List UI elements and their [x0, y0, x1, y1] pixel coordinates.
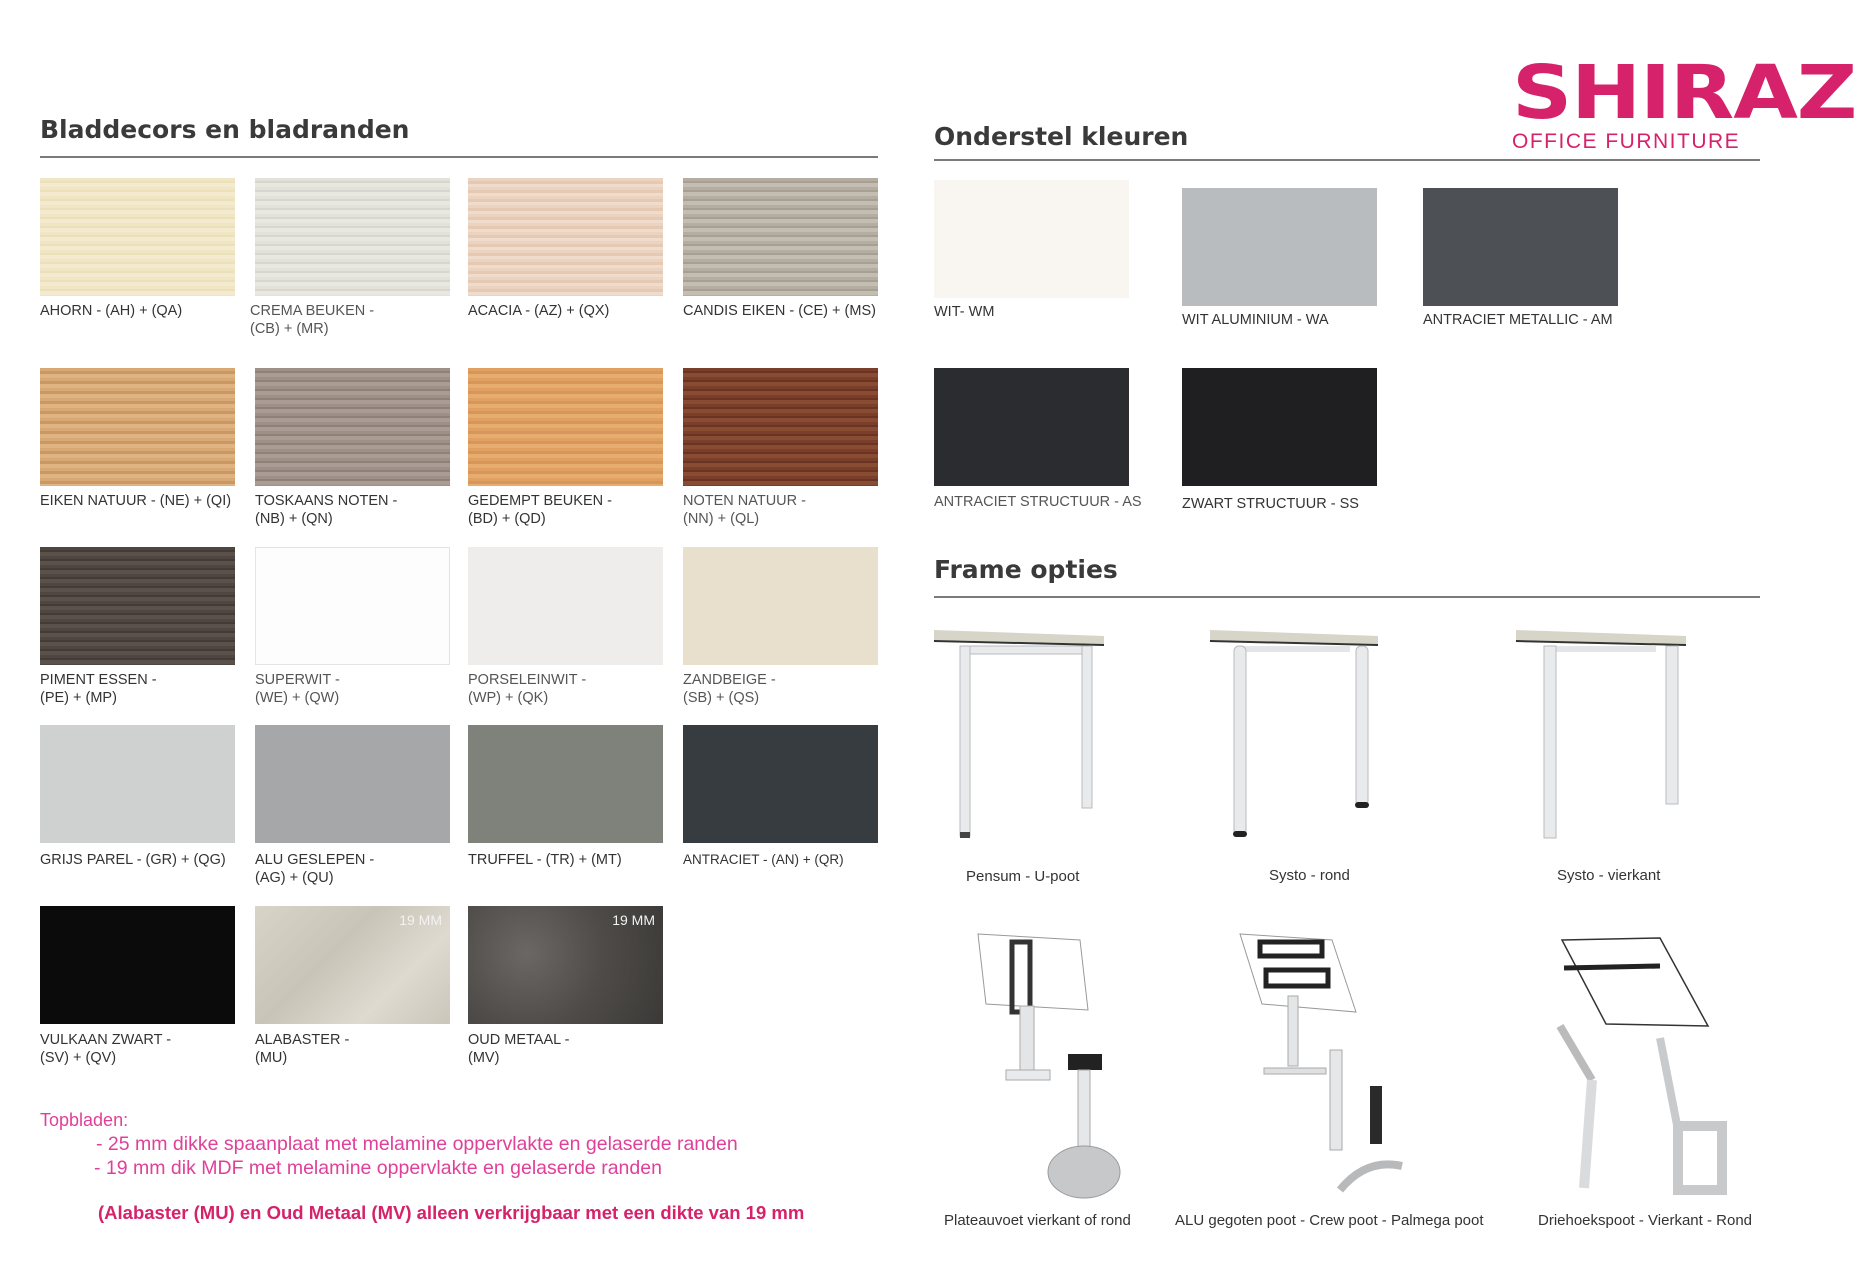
swatch-crema-beuken [255, 178, 450, 296]
frame-caption: Driehoekspoot - Vierkant - Rond [1538, 1212, 1752, 1229]
swatch-label-antraciet-structuur: ANTRACIET STRUCTUUR - AS [934, 494, 1142, 510]
frame-systo-rond-image [1210, 626, 1390, 844]
swatch-label-gedempt-beuken: GEDEMPT BEUKEN - (BD) + (QD) [468, 493, 612, 527]
swatch-label-toskaans-noten: TOSKAANS NOTEN - (NB) + (QN) [255, 493, 398, 527]
swatch-wit [934, 180, 1129, 298]
swatch-label-eiken-natuur: EIKEN NATUUR - (NE) + (QI) [40, 493, 232, 509]
swatch-label-antraciet: ANTRACIET - (AN) + (QR) [683, 852, 844, 867]
frame-driehoekspoot-image [1548, 930, 1734, 1200]
swatch-oud-metaal [468, 906, 663, 1024]
swatch-label-wit: WIT- WM [934, 304, 995, 320]
swatch-antraciet [683, 725, 878, 843]
swatch-label-porseleinwit: PORSELEINWIT - (WP) + (QK) [468, 672, 587, 706]
frame-systo-vierkant-image [1516, 626, 1696, 844]
swatch-candis-eiken [683, 178, 878, 296]
swatch-label-zwart-structuur: ZWART STRUCTUUR - SS [1182, 496, 1359, 512]
swatch-label-oud-metaal: OUD METAAL - (MV) [468, 1032, 570, 1066]
swatch-label-alu-geslepen: ALU GESLEPEN - (AG) + (QU) [255, 852, 375, 886]
swatch-label-vulkaan-zwart: VULKAAN ZWART - (SV) + (QV) [40, 1032, 172, 1066]
swatch-grijs-parel [40, 725, 235, 843]
swatch-label-piment-essen: PIMENT ESSEN - (PE) + (MP) [40, 672, 157, 706]
brand-logo [1512, 50, 1856, 154]
swatch-label-ahorn: AHORN - (AH) + (QA) [40, 303, 183, 319]
swatch-label-alabaster: ALABASTER - (MU) [255, 1032, 350, 1066]
section-divider [40, 156, 878, 158]
swatch-piment-essen [40, 547, 235, 665]
section-title-frame: Frame opties [934, 555, 1118, 584]
notes-title: Topbladen: [40, 1110, 129, 1130]
swatch-zandbeige [683, 547, 878, 665]
swatch-toskaans-noten [255, 368, 450, 486]
swatch-label-noten-natuur: NOTEN NATUUR - (NN) + (QL) [683, 493, 806, 527]
thickness-tag: 19 MM [399, 912, 442, 928]
swatch-porseleinwit [468, 547, 663, 665]
swatch-acacia [468, 178, 663, 296]
frame-caption: Pensum - U-poot [966, 868, 1080, 885]
topbladen-notes [40, 1108, 804, 1224]
swatch-gedempt-beuken [468, 368, 663, 486]
frame-pensum-u-poot-image [934, 626, 1120, 848]
section-divider [934, 596, 1760, 598]
thickness-tag: 19 MM [612, 912, 655, 928]
swatch-alu-geslepen [255, 725, 450, 843]
swatch-label-crema-beuken: CREMA BEUKEN - (CB) + (MR) [250, 303, 375, 337]
swatch-alabaster [255, 906, 450, 1024]
brand-name: SHIRAZ [1512, 50, 1856, 136]
section-divider [934, 159, 1760, 161]
swatch-label-wit-aluminium: WIT ALUMINIUM - WA [1182, 312, 1329, 328]
swatch-antraciet-metallic [1423, 188, 1618, 306]
notes-highlight: (Alabaster (MU) en Oud Metaal (MV) alleen verkrijgbaar met een dikte van 19 mm [98, 1202, 805, 1223]
swatch-label-superwit: SUPERWIT - (WE) + (QW) [255, 672, 340, 706]
swatch-superwit [255, 547, 450, 665]
swatch-label-antraciet-metallic: ANTRACIET METALLIC - AM [1423, 312, 1613, 328]
swatch-wit-aluminium [1182, 188, 1377, 306]
swatch-label-acacia: ACACIA - (AZ) + (QX) [468, 303, 610, 319]
frame-alu-gegoten-image [1236, 930, 1406, 1200]
section-title-onderstel: Onderstel kleuren [934, 122, 1189, 151]
section-title-bladdecors: Bladdecors en bladranden [40, 115, 410, 144]
frame-caption: Systo - vierkant [1557, 867, 1661, 884]
notes-line: - 25 mm dikke spaanplaat met melamine oppervlakte en gelaserde randen [96, 1133, 738, 1155]
swatch-antraciet-structuur [934, 368, 1129, 486]
frame-plateauvoet-image [962, 930, 1142, 1220]
swatch-label-zandbeige: ZANDBEIGE - (SB) + (QS) [683, 672, 776, 706]
swatch-truffel [468, 725, 663, 843]
swatch-label-candis-eiken: CANDIS EIKEN - (CE) + (MS) [683, 303, 876, 319]
notes-line: - 19 mm dik MDF met melamine oppervlakte en gelaserde randen [94, 1157, 662, 1179]
swatch-eiken-natuur [40, 368, 235, 486]
swatch-ahorn [40, 178, 235, 296]
swatch-vulkaan-zwart [40, 906, 235, 1024]
swatch-label-grijs-parel: GRIJS PAREL - (GR) + (QG) [40, 852, 226, 868]
frame-caption: Systo - rond [1269, 867, 1350, 884]
brand-tagline: OFFICE FURNITURE [1512, 130, 1741, 153]
swatch-zwart-structuur [1182, 368, 1377, 486]
swatch-label-truffel: TRUFFEL - (TR) + (MT) [468, 852, 622, 868]
swatch-noten-natuur [683, 368, 878, 486]
frame-caption: ALU gegoten poot - Crew poot - Palmega poot [1175, 1212, 1484, 1229]
frame-caption: Plateauvoet vierkant of rond [944, 1212, 1131, 1229]
